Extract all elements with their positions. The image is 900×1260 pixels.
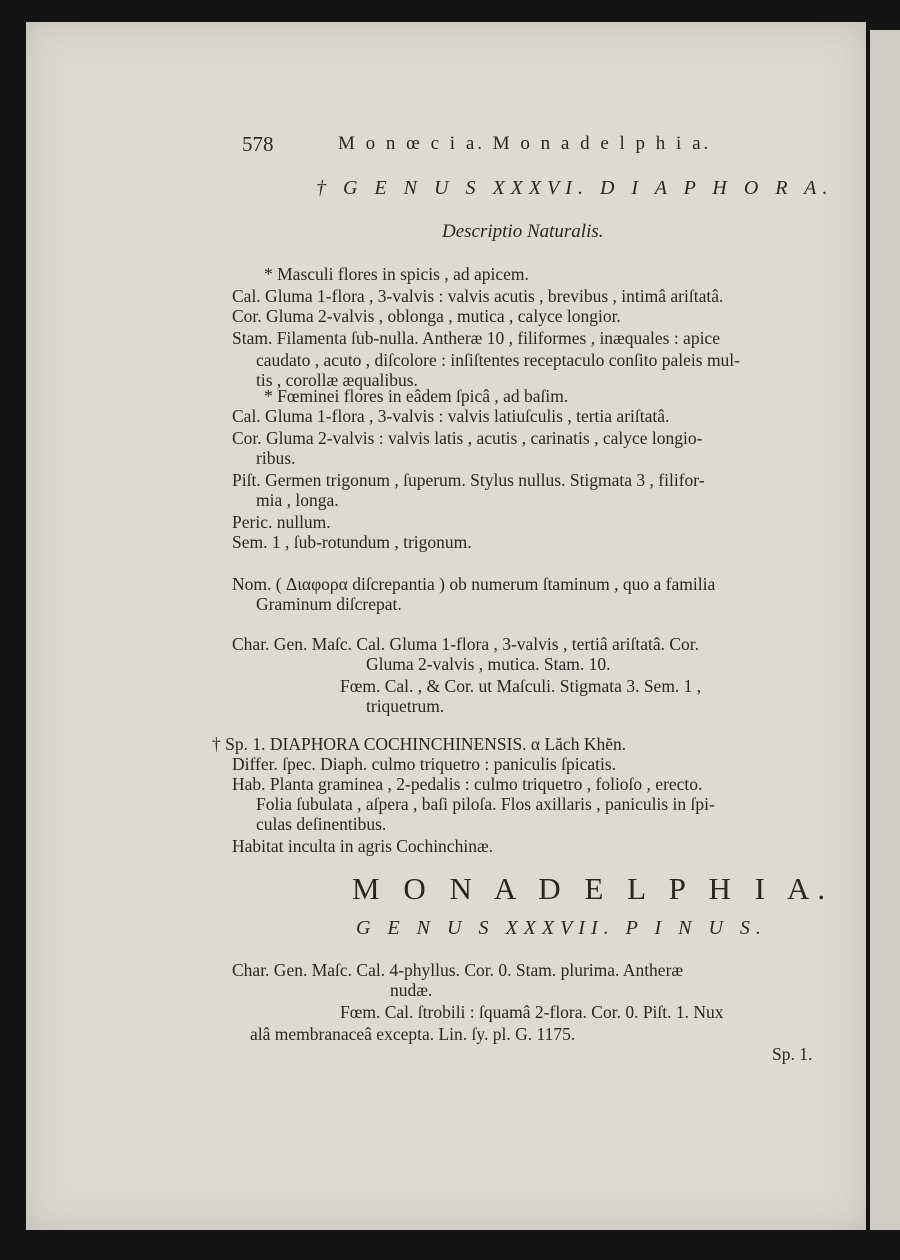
text-line: triquetrum.: [366, 696, 445, 716]
text-line: Peric. nullum.: [232, 512, 331, 532]
text-line: Cal. Gluma 1-flora , 3-valvis : valvis latiuſculis , tertia ariſtatâ.: [232, 406, 670, 426]
species-heading: † Sp. 1. DIAPHORA COCHINCHINENSIS. α Lăch Khĕn.: [212, 734, 627, 754]
text-line: Stam. Filamenta ſub-nulla. Antheræ 10 , filiformes , inæquales : apice: [232, 328, 720, 348]
text-line: Habitat inculta in agris Cochinchinæ.: [232, 836, 493, 856]
page-number: 578: [242, 132, 274, 156]
text-line: Char. Gen. Maſc. Cal. Gluma 1-flora , 3-valvis , tertiâ ariſtatâ. Cor.: [232, 634, 700, 654]
female-flowers-heading: * Fœminei flores in eâdem ſpicâ , ad baſim.: [264, 386, 569, 406]
text-line: nudæ.: [390, 980, 433, 1000]
text-line: Graminum diſcrepat.: [256, 594, 402, 614]
text-line: alâ membranaceâ excepta. Lin. ſy. pl. G. 1175.: [250, 1024, 576, 1044]
text-line: Folia ſubulata , aſpera , baſi piloſa. Flos axillaris , paniculis in ſpi-: [256, 794, 715, 814]
genus-36-title: † G E N U S XXXVI. D I A P H O R A.: [316, 177, 834, 199]
text-line: Sem. 1 , ſub-rotundum , trigonum.: [232, 532, 472, 552]
text-line: culas deſinentibus.: [256, 814, 387, 834]
text-line: ribus.: [256, 448, 296, 468]
text-line: caudato , acuto , diſcolore : inſiſtentes receptaculo conſito paleis mul-: [256, 350, 741, 370]
text-line: Hab. Planta graminea , 2-pedalis : culmo triquetro , folioſo , erecto.: [232, 774, 703, 794]
text-line: Cal. Gluma 1-flora , 3-valvis : valvis acutis , brevibus , intimâ ariſtatâ.: [232, 286, 724, 306]
text-line: Piſt. Germen trigonum , ſuperum. Stylus nullus. Stigmata 3 , filifor-: [232, 470, 705, 490]
text-line: Fœm. Cal. , & Cor. ut Maſculi. Stigmata 3. Sem. 1 ,: [340, 676, 702, 696]
text-line: tis , corollæ æqualibus.: [256, 370, 418, 390]
male-flowers-heading: * Masculi flores in spicis , ad apicem.: [264, 264, 529, 284]
book-page: [26, 22, 866, 1230]
description-title: Descriptio Naturalis.: [442, 221, 604, 242]
text-line: Gluma 2-valvis , mutica. Stam. 10.: [366, 654, 611, 674]
text-line: Cor. Gluma 2-valvis : valvis latis , acutis , carinatis , calyce longio-: [232, 428, 703, 448]
text-line: Nom. ( Διαφορα diſcrepantia ) ob numerum ſtaminum , quo a familia: [232, 574, 716, 594]
adjacent-page-edge: [870, 30, 900, 1230]
text-line: Char. Gen. Maſc. Cal. 4-phyllus. Cor. 0. Stam. plurima. Antheræ: [232, 960, 684, 980]
text-line: Fœm. Cal. ſtrobili : ſquamâ 2-flora. Cor. 0. Piſt. 1. Nux: [340, 1002, 724, 1022]
class-title: M O N A D E L P H I A.: [352, 871, 834, 906]
running-head: M o n œ c i a. M o n a d e l p h i a.: [338, 133, 712, 154]
text-line: Cor. Gluma 2-valvis , oblonga , mutica , calyce longior.: [232, 306, 621, 326]
genus-37-title: G E N U S XXXVII. P I N U S.: [356, 917, 767, 939]
catchword: Sp. 1.: [772, 1044, 813, 1064]
text-line: mia , longa.: [256, 490, 339, 510]
text-line: Differ. ſpec. Diaph. culmo triquetro : paniculis ſpicatis.: [232, 754, 617, 774]
